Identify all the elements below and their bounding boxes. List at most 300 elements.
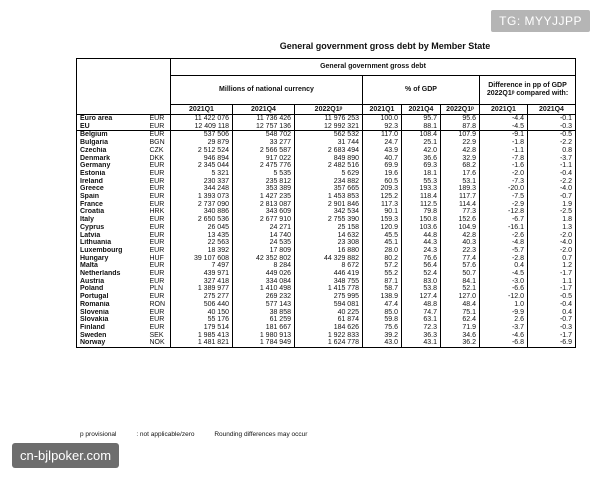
value-cell: 537 506	[171, 131, 233, 139]
value-cell: 117.0	[363, 131, 402, 139]
country-cell: Slovenia	[77, 309, 147, 317]
currency-cell: CZK	[147, 147, 171, 155]
value-cell: 269 232	[233, 293, 295, 301]
value-cell: 1.3	[528, 224, 576, 232]
country-cell: Ireland	[77, 178, 147, 186]
value-cell: 344 248	[171, 185, 233, 193]
value-cell: -1.6	[480, 162, 528, 170]
country-cell: Poland	[77, 285, 147, 293]
footnote-na: : not applicable/zero	[136, 431, 195, 438]
value-cell: 103.6	[402, 224, 441, 232]
currency-cell: EUR	[147, 123, 171, 131]
value-cell: 342 534	[295, 208, 363, 216]
value-cell: 42 352 802	[233, 255, 295, 263]
table-row	[77, 224, 576, 232]
currency-cell: EUR	[147, 216, 171, 224]
value-cell: 72.3	[402, 324, 441, 332]
value-cell: 43.9	[363, 147, 402, 155]
value-cell: 439 971	[171, 270, 233, 278]
value-cell: 1 427 235	[233, 193, 295, 201]
currency-cell: DKK	[147, 155, 171, 163]
value-cell: 1 784 949	[233, 339, 295, 347]
value-cell: 36.3	[402, 332, 441, 340]
currency-cell: EUR	[147, 201, 171, 209]
value-cell: 60.5	[363, 178, 402, 186]
value-cell: 2 512 524	[171, 147, 233, 155]
currency-cell: EUR	[147, 224, 171, 232]
currency-cell: EUR	[147, 162, 171, 170]
country-cell: Bulgaria	[77, 139, 147, 147]
corner-cell	[77, 59, 171, 115]
value-cell: 2.6	[480, 316, 528, 324]
table-title: General government gross debt by Member State	[279, 41, 491, 51]
country-cell: Slovakia	[77, 316, 147, 324]
value-cell: -6.6	[480, 285, 528, 293]
value-cell: 1.1	[528, 278, 576, 286]
value-cell: 25.1	[402, 139, 441, 147]
value-cell: -20.0	[480, 185, 528, 193]
value-cell: -6.8	[480, 339, 528, 347]
value-cell: 59.8	[363, 316, 402, 324]
value-cell: 29 879	[171, 139, 233, 147]
value-cell: 24 271	[233, 224, 295, 232]
value-cell: 76.6	[402, 255, 441, 263]
value-cell: 26 045	[171, 224, 233, 232]
value-cell: 57.2	[363, 262, 402, 270]
value-cell: 138.9	[363, 293, 402, 301]
value-cell: -16.1	[480, 224, 528, 232]
value-cell: 112.5	[402, 201, 441, 209]
value-cell: 39.2	[363, 332, 402, 340]
value-cell: 1 624 778	[295, 339, 363, 347]
value-cell: 12 409 118	[171, 123, 233, 131]
table-row	[77, 309, 576, 317]
table-row	[77, 232, 576, 240]
value-cell: 31 744	[295, 139, 363, 147]
value-cell: 40.7	[363, 155, 402, 163]
value-cell: 19.6	[363, 170, 402, 178]
value-cell: -2.9	[480, 201, 528, 209]
gdp-header: % of GDP	[363, 76, 480, 105]
value-cell: 42.8	[441, 147, 480, 155]
value-cell: 594 081	[295, 301, 363, 309]
value-cell: 11 422 076	[171, 115, 233, 123]
value-cell: 55.2	[363, 270, 402, 278]
value-cell: 69.9	[363, 162, 402, 170]
value-cell: 104.9	[441, 224, 480, 232]
value-cell: 68.2	[441, 162, 480, 170]
value-cell: 2 683 494	[295, 147, 363, 155]
value-cell: -9.9	[480, 309, 528, 317]
value-cell: 1 393 073	[171, 193, 233, 201]
value-cell: 209.3	[363, 185, 402, 193]
value-cell: 45.1	[363, 239, 402, 247]
millions-header: Millions of national currency	[171, 76, 363, 105]
value-cell: -5.7	[480, 247, 528, 255]
value-cell: 80.2	[363, 255, 402, 263]
value-cell: -4.4	[480, 115, 528, 123]
value-cell: 2 345 044	[171, 162, 233, 170]
value-cell: 8 284	[233, 262, 295, 270]
value-cell: 39 107 608	[171, 255, 233, 263]
value-cell: 5 321	[171, 170, 233, 178]
value-cell: -4.5	[480, 123, 528, 131]
table-row	[77, 131, 576, 139]
country-cell: Portugal	[77, 293, 147, 301]
value-cell: 77.4	[441, 255, 480, 263]
value-cell: 43.0	[363, 339, 402, 347]
country-cell: Italy	[77, 216, 147, 224]
watermark: cn-bjlpoker.com	[12, 443, 119, 468]
value-cell: 127.4	[402, 293, 441, 301]
value-cell: 79.8	[402, 208, 441, 216]
country-cell: Luxembourg	[77, 247, 147, 255]
table-row	[77, 155, 576, 163]
value-cell: 327 418	[171, 278, 233, 286]
value-cell: 357 665	[295, 185, 363, 193]
value-cell: 56.4	[402, 262, 441, 270]
value-cell: 77.3	[441, 208, 480, 216]
value-cell: 189.3	[441, 185, 480, 193]
col-header: 2021Q4	[402, 105, 441, 115]
value-cell: -4.6	[480, 332, 528, 340]
value-cell: 40 225	[295, 309, 363, 317]
country-cell: France	[77, 201, 147, 209]
value-cell: 181 667	[233, 324, 295, 332]
value-cell: -4.8	[480, 239, 528, 247]
currency-cell: EUR	[147, 232, 171, 240]
value-cell: -1.7	[528, 270, 576, 278]
col-header: 2022Q1ᵖ	[441, 105, 480, 115]
col-header: 2021Q4	[528, 105, 576, 115]
value-cell: 159.3	[363, 216, 402, 224]
value-cell: 13 435	[171, 232, 233, 240]
value-cell: -6.7	[480, 216, 528, 224]
table-row	[77, 285, 576, 293]
value-cell: 127.0	[441, 293, 480, 301]
value-cell: 152.6	[441, 216, 480, 224]
group-header: General government gross debt	[171, 59, 576, 76]
value-cell: 11 736 426	[233, 115, 295, 123]
col-header: 2021Q1	[171, 105, 233, 115]
value-cell: 117.3	[363, 201, 402, 209]
value-cell: 0.4	[480, 262, 528, 270]
value-cell: 52.4	[402, 270, 441, 278]
currency-cell: EUR	[147, 178, 171, 186]
value-cell: -0.3	[528, 123, 576, 131]
table-row	[77, 316, 576, 324]
table-row	[77, 332, 576, 340]
value-cell: -1.1	[480, 147, 528, 155]
value-cell: -2.5	[528, 208, 576, 216]
value-cell: 1 453 853	[295, 193, 363, 201]
country-cell: Netherlands	[77, 270, 147, 278]
value-cell: 7 497	[171, 262, 233, 270]
value-cell: -7.3	[480, 178, 528, 186]
value-cell: 62.4	[441, 316, 480, 324]
value-cell: 40 150	[171, 309, 233, 317]
value-cell: 33 277	[233, 139, 295, 147]
country-cell: Hungary	[77, 255, 147, 263]
value-cell: 16 880	[295, 247, 363, 255]
table-row	[77, 247, 576, 255]
value-cell: 446 419	[295, 270, 363, 278]
value-cell: 42.8	[441, 232, 480, 240]
value-cell: 2 755 390	[295, 216, 363, 224]
country-cell: Cyprus	[77, 224, 147, 232]
col-header: 2021Q4	[233, 105, 295, 115]
value-cell: 5 535	[233, 170, 295, 178]
value-cell: 108.4	[402, 131, 441, 139]
table-row	[77, 208, 576, 216]
value-cell: 74.7	[402, 309, 441, 317]
col-header: 2022Q1ᵖ	[295, 105, 363, 115]
country-cell: Malta	[77, 262, 147, 270]
table-row	[77, 339, 576, 347]
value-cell: 69.3	[402, 162, 441, 170]
value-cell: -3.7	[528, 155, 576, 163]
value-cell: 2 475 776	[233, 162, 295, 170]
value-cell: 95.6	[441, 115, 480, 123]
value-cell: -9.1	[480, 131, 528, 139]
value-cell: -4.0	[528, 185, 576, 193]
country-cell: Spain	[77, 193, 147, 201]
value-cell: 12 757 136	[233, 123, 295, 131]
value-cell: -0.7	[528, 316, 576, 324]
value-cell: 25 158	[295, 224, 363, 232]
value-cell: 92.3	[363, 123, 402, 131]
value-cell: -1.7	[528, 332, 576, 340]
value-cell: 849 890	[295, 155, 363, 163]
value-cell: 87.1	[363, 278, 402, 286]
table-row	[77, 216, 576, 224]
currency-cell: EUR	[147, 193, 171, 201]
value-cell: 234 882	[295, 178, 363, 186]
value-cell: 1 980 913	[233, 332, 295, 340]
value-cell: 55.3	[402, 178, 441, 186]
value-cell: -2.2	[528, 178, 576, 186]
value-cell: 0.7	[528, 255, 576, 263]
value-cell: 1 922 833	[295, 332, 363, 340]
value-cell: 44.8	[402, 232, 441, 240]
value-cell: 84.1	[441, 278, 480, 286]
value-cell: 2 677 910	[233, 216, 295, 224]
value-cell: 22 563	[171, 239, 233, 247]
value-cell: 5 629	[295, 170, 363, 178]
country-cell: Denmark	[77, 155, 147, 163]
table-row	[77, 270, 576, 278]
country-cell: Latvia	[77, 232, 147, 240]
value-cell: 87.8	[441, 123, 480, 131]
value-cell: 43.1	[402, 339, 441, 347]
diff-header: Difference in pp of GDP 2022Q1ᵖ compared with:	[480, 76, 576, 105]
value-cell: -4.0	[528, 239, 576, 247]
table-row	[77, 178, 576, 186]
value-cell: -7.5	[480, 193, 528, 201]
currency-cell: EUR	[147, 270, 171, 278]
value-cell: 85.0	[363, 309, 402, 317]
country-cell: Euro area	[77, 115, 147, 123]
table-row	[77, 278, 576, 286]
value-cell: 343 609	[233, 208, 295, 216]
country-cell: Croatia	[77, 208, 147, 216]
value-cell: -0.3	[528, 324, 576, 332]
value-cell: 1.0	[480, 301, 528, 309]
value-cell: 44 329 882	[295, 255, 363, 263]
value-cell: 179 514	[171, 324, 233, 332]
value-cell: 53.1	[441, 178, 480, 186]
currency-cell: HUF	[147, 255, 171, 263]
currency-cell: EUR	[147, 316, 171, 324]
table-row	[77, 185, 576, 193]
table-row	[77, 293, 576, 301]
value-cell: 184 626	[295, 324, 363, 332]
value-cell: 275 277	[171, 293, 233, 301]
value-cell: 2 813 087	[233, 201, 295, 209]
value-cell: 36.2	[441, 339, 480, 347]
value-cell: 2 482 516	[295, 162, 363, 170]
currency-cell: EUR	[147, 247, 171, 255]
country-cell: Belgium	[77, 131, 147, 139]
value-cell: -6.9	[528, 339, 576, 347]
value-cell: 100.0	[363, 115, 402, 123]
value-cell: 61 874	[295, 316, 363, 324]
value-cell: 32.9	[441, 155, 480, 163]
value-cell: 2 901 846	[295, 201, 363, 209]
value-cell: 193.3	[402, 185, 441, 193]
value-cell: 125.2	[363, 193, 402, 201]
value-cell: -2.0	[528, 232, 576, 240]
country-cell: Greece	[77, 185, 147, 193]
value-cell: 40.3	[441, 239, 480, 247]
value-cell: 58.7	[363, 285, 402, 293]
debt-table	[76, 58, 576, 348]
value-cell: 38 858	[233, 309, 295, 317]
currency-cell: SEK	[147, 332, 171, 340]
table-row	[77, 123, 576, 131]
value-cell: -12.8	[480, 208, 528, 216]
value-cell: 24.3	[402, 247, 441, 255]
table-row	[77, 239, 576, 247]
value-cell: 95.7	[402, 115, 441, 123]
value-cell: 83.0	[402, 278, 441, 286]
value-cell: 334 084	[233, 278, 295, 286]
value-cell: 8 672	[295, 262, 363, 270]
currency-cell: RON	[147, 301, 171, 309]
value-cell: 28.0	[363, 247, 402, 255]
value-cell: 48.4	[441, 301, 480, 309]
value-cell: 34.6	[441, 332, 480, 340]
col-header: 2021Q1	[480, 105, 528, 115]
value-cell: -1.7	[528, 285, 576, 293]
value-cell: 449 026	[233, 270, 295, 278]
country-cell: EU	[77, 123, 147, 131]
value-cell: 0.4	[528, 309, 576, 317]
value-cell: -0.5	[528, 131, 576, 139]
value-cell: 917 022	[233, 155, 295, 163]
table-row	[77, 301, 576, 309]
currency-cell: EUR	[147, 293, 171, 301]
value-cell: 353 389	[233, 185, 295, 193]
col-header: 2021Q1	[363, 105, 402, 115]
currency-cell: EUR	[147, 115, 171, 123]
value-cell: 348 755	[295, 278, 363, 286]
value-cell: -2.0	[480, 170, 528, 178]
table-body	[77, 115, 576, 348]
value-cell: 57.6	[441, 262, 480, 270]
currency-cell: EUR	[147, 239, 171, 247]
value-cell: 275 995	[295, 293, 363, 301]
value-cell: 53.8	[402, 285, 441, 293]
currency-cell: EUR	[147, 262, 171, 270]
value-cell: 17.6	[441, 170, 480, 178]
currency-cell: EUR	[147, 131, 171, 139]
value-cell: -1.1	[528, 162, 576, 170]
value-cell: 117.7	[441, 193, 480, 201]
value-cell: -0.1	[528, 115, 576, 123]
currency-cell: HRK	[147, 208, 171, 216]
value-cell: -1.8	[480, 139, 528, 147]
currency-cell: EUR	[147, 324, 171, 332]
currency-cell: NOK	[147, 339, 171, 347]
table-row	[77, 170, 576, 178]
value-cell: 506 440	[171, 301, 233, 309]
value-cell: 577 143	[233, 301, 295, 309]
value-cell: 14 632	[295, 232, 363, 240]
country-cell: Norway	[77, 339, 147, 347]
value-cell: 18.1	[402, 170, 441, 178]
value-cell: 118.4	[402, 193, 441, 201]
value-cell: -2.2	[528, 139, 576, 147]
country-cell: Sweden	[77, 332, 147, 340]
currency-cell: EUR	[147, 309, 171, 317]
table-row	[77, 162, 576, 170]
table-row	[77, 147, 576, 155]
currency-cell: BGN	[147, 139, 171, 147]
value-cell: -7.8	[480, 155, 528, 163]
value-cell: 107.9	[441, 131, 480, 139]
value-cell: 47.4	[363, 301, 402, 309]
value-cell: 1 415 778	[295, 285, 363, 293]
country-cell: Romania	[77, 301, 147, 309]
value-cell: 230 337	[171, 178, 233, 186]
value-cell: -3.0	[480, 278, 528, 286]
value-cell: -0.5	[528, 293, 576, 301]
value-cell: 52.1	[441, 285, 480, 293]
table-row	[77, 115, 576, 123]
value-cell: 235 812	[233, 178, 295, 186]
value-cell: 1 389 977	[171, 285, 233, 293]
value-cell: 63.1	[402, 316, 441, 324]
value-cell: 1 410 498	[233, 285, 295, 293]
value-cell: 88.1	[402, 123, 441, 131]
value-cell: 946 894	[171, 155, 233, 163]
value-cell: 45.5	[363, 232, 402, 240]
value-cell: 1.9	[528, 201, 576, 209]
value-cell: -0.4	[528, 170, 576, 178]
value-cell: 1.2	[528, 262, 576, 270]
value-cell: 17 809	[233, 247, 295, 255]
currency-cell: EUR	[147, 170, 171, 178]
value-cell: 71.9	[441, 324, 480, 332]
value-cell: 14 740	[233, 232, 295, 240]
value-cell: 120.9	[363, 224, 402, 232]
value-cell: 548 702	[233, 131, 295, 139]
value-cell: 22.9	[441, 139, 480, 147]
value-cell: 42.0	[402, 147, 441, 155]
value-cell: 23 308	[295, 239, 363, 247]
currency-cell: EUR	[147, 278, 171, 286]
